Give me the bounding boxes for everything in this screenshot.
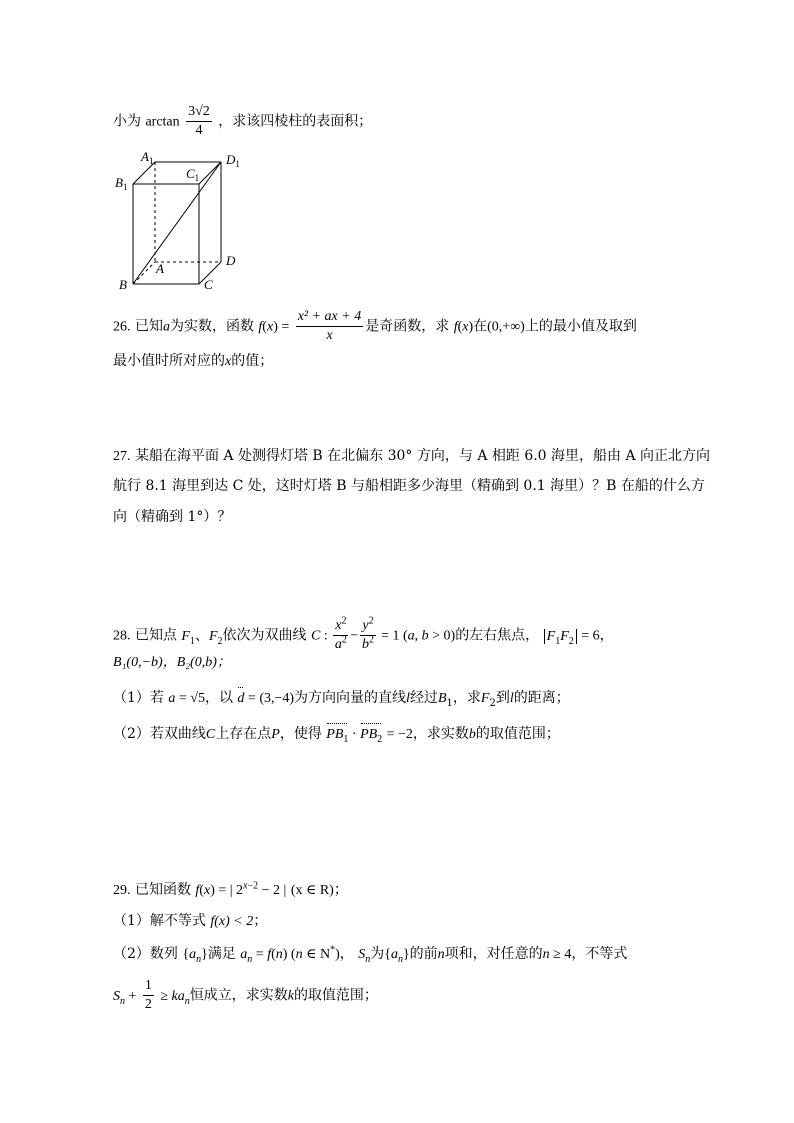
q28-f1f2: $F_1$、$F_2$ xyxy=(181,628,223,647)
q27-line1-text: 某船在海平面 A 处测得灯塔 B 在北偏东 30° 方向，与 A 相距 6.0 海里，船由 A 向正北方向 xyxy=(134,448,711,464)
q26-line2-b: 的值； xyxy=(231,353,274,369)
q28-line2-text: B₁(0,−b)，B₂(0,b)； xyxy=(113,655,231,670)
q29-part2-c: ， xyxy=(339,946,354,962)
q28-part2-a: 若双曲线 xyxy=(149,726,206,742)
q29-part1-a: 解不等式 xyxy=(149,913,206,929)
q28-part1-b: ，以 xyxy=(204,690,233,706)
q29-ineq-sn: $S_n$ + xyxy=(113,988,137,1007)
q28-line1-d: = 6， xyxy=(581,628,614,644)
q29-seq-an: $\{a_n\}$ xyxy=(182,947,208,965)
q26-fraction xyxy=(296,308,364,345)
q28-part2-label: （2） xyxy=(113,726,150,742)
q26-line2 xyxy=(113,351,273,372)
q28-part1: （1）若 a = √5，以 d = (3,−4)为方向向量的直线l经过$B_1$，求$F_2$到l的距离； xyxy=(113,690,570,709)
q29-line1 xyxy=(113,880,348,901)
q28-dot-product: $PB_1 \cdot PB_2$ xyxy=(326,727,383,745)
q26-line2-a: 最小值时所对应的 xyxy=(113,353,225,369)
q26-frac-den: x xyxy=(326,328,333,343)
q29-part2-a: 数列 xyxy=(149,946,178,962)
q25-tail-line xyxy=(113,103,372,140)
q28-line1: 28. 已知点 $F_1$、$F_2$依次为双曲线 C : $\frac{x^2}{a^2}$ − $\frac{y^2}{b^2}$ = 1 (a, b > 0)的左右焦点， $F_1F_2 = 6$， xyxy=(113,615,614,652)
q27-line2-text: 航行 8.1 海里到达 C 处，这时灯塔 B 与船相距多少海里（精确到 0.1 海里）？B 在船的什么方 xyxy=(113,478,705,494)
q27-line1 xyxy=(113,446,710,467)
q26-line2-x: x xyxy=(225,354,232,369)
q26-var-a: a xyxy=(162,319,170,335)
q29-part2-g: ，不等式 xyxy=(571,946,628,962)
q29-fx-def: f(x) = | $2^{x-2} - 2$ | xyxy=(195,880,287,898)
q28-a-eq: a = √5 xyxy=(168,691,205,706)
q28-part1-g: 的距离； xyxy=(513,690,570,706)
label-c: C xyxy=(204,277,213,292)
q28-part1-c: 为方向向量的直线 xyxy=(294,690,407,706)
label-b1: $B_1$ xyxy=(115,175,128,192)
q29-line3-b: 的取值范围； xyxy=(293,987,378,1004)
q26-text-d: 在 xyxy=(473,318,488,335)
q28-frac-x: $\frac{x^2}{a^2}$ xyxy=(334,615,347,652)
q26-interval: (0,+∞) xyxy=(487,319,525,335)
q29-line3-a: 恒成立，求实数 xyxy=(189,987,288,1004)
q29-number: 29. xyxy=(113,883,131,898)
q29-half: $\frac{1}{2}$ xyxy=(144,978,152,1012)
q29-part1 xyxy=(113,911,267,932)
q29-part2-e: 的前 xyxy=(409,946,438,962)
label-d1: $D_1$ xyxy=(226,152,240,169)
q29-part2: （2）数列 $\{a_n\}$满足 $a_n = f(n)$ (n ∈ N*)， $S_n$为$\{a_n\}$的前n项和，对任意的n ≥ 4，不等式 xyxy=(113,944,628,965)
label-c1: $C_1$ xyxy=(186,166,200,183)
q29-part2-b: 满足 xyxy=(207,946,236,962)
q26-fx: f(x) = xyxy=(258,319,290,335)
q25-prefix: 小为 xyxy=(113,113,141,130)
q27-line3-text: 向（精确到 1°）？ xyxy=(113,509,232,525)
q28-part2-d: = −2，求实数 xyxy=(386,727,469,742)
q28-line1-b: 依次为双曲线 xyxy=(222,627,307,644)
q28-line1-a: 已知点 xyxy=(134,627,177,644)
q28-abs-f1f2: $F_1F_2$ xyxy=(544,629,577,644)
q28-d-vec: d = (3,−4) xyxy=(237,691,294,706)
q28-part1-e: ，求 xyxy=(452,690,481,706)
prism-figure xyxy=(113,148,253,294)
q27-line2 xyxy=(113,476,705,496)
label-a: A xyxy=(156,261,164,276)
q27-number: 27. xyxy=(113,449,131,464)
q28-part1-d: 经过 xyxy=(409,690,438,706)
q29-line3: $S_n$ + $\frac{1}{2}$ ≥ $ka_n$恒成立，求实数k的取值范围； xyxy=(113,978,378,1012)
q29-part2-label: （2） xyxy=(113,946,150,962)
q28-part2-c: ，使得 xyxy=(279,726,322,742)
q26-text-c: 是奇函数，求 xyxy=(365,318,450,335)
q25-frac-den: 4 xyxy=(195,123,203,138)
label-a1: $A_1$ xyxy=(141,149,154,166)
q28-frac-y: $\frac{y^2}{b^2}$ xyxy=(361,615,374,652)
q28-number: 28. xyxy=(113,628,131,644)
q26-line1 xyxy=(113,308,637,345)
q26-fx-2: f(x) xyxy=(453,319,474,335)
q26-number: 26. xyxy=(113,319,131,335)
q28-part1-a: 若 xyxy=(149,690,164,706)
q29-inequality: f(x) < 2 xyxy=(210,914,254,929)
q25-arctan: arctan xyxy=(145,114,180,130)
q29-sn: $S_n$ xyxy=(358,947,371,965)
q26-text-b: 为实数，函数 xyxy=(169,318,254,335)
q26-text-e: 上的最小值及取到 xyxy=(524,318,637,335)
q28-hyperbola: C : xyxy=(310,628,332,644)
q28-line1-c: 的左右焦点， xyxy=(455,627,540,644)
q28-line2 xyxy=(113,653,231,673)
q28-part2: （2）若双曲线C上存在点P，使得 $PB_1 \cdot PB_2 = -2$，求实数b的取值范围； xyxy=(113,726,560,745)
q29-part2-f: 项和，对任意的 xyxy=(444,946,543,962)
q29-ineq-rhs: ≥ $ka_n$ xyxy=(160,988,190,1007)
q26-text-a: 已知 xyxy=(134,318,163,335)
label-d: D xyxy=(226,253,236,268)
q27-line3 xyxy=(113,507,231,527)
q28-part1-label: （1） xyxy=(113,690,150,706)
q29-line1-b: (x ∈ R)； xyxy=(290,883,348,898)
q25-suffix: ，求该四棱柱的表面积； xyxy=(218,113,373,130)
q28-part1-f: 到 xyxy=(495,690,510,706)
q25-fraction xyxy=(186,103,212,140)
q29-part1-label: （1） xyxy=(113,913,150,929)
q28-part2-e: 的取值范围； xyxy=(475,726,560,742)
q28-part2-b: 上存在点 xyxy=(215,726,272,742)
q25-frac-num: 3√2 xyxy=(186,103,212,122)
q29-part1-c: ； xyxy=(253,913,268,929)
q29-part2-d: 为 xyxy=(370,946,385,962)
q29-line1-a: 已知函数 xyxy=(134,882,191,898)
label-b: B xyxy=(119,277,127,292)
q26-frac-num: x² + ax + 4 xyxy=(296,308,364,327)
q29-an-def: $a_n = f(n)$ (n ∈ N*) xyxy=(240,944,340,965)
